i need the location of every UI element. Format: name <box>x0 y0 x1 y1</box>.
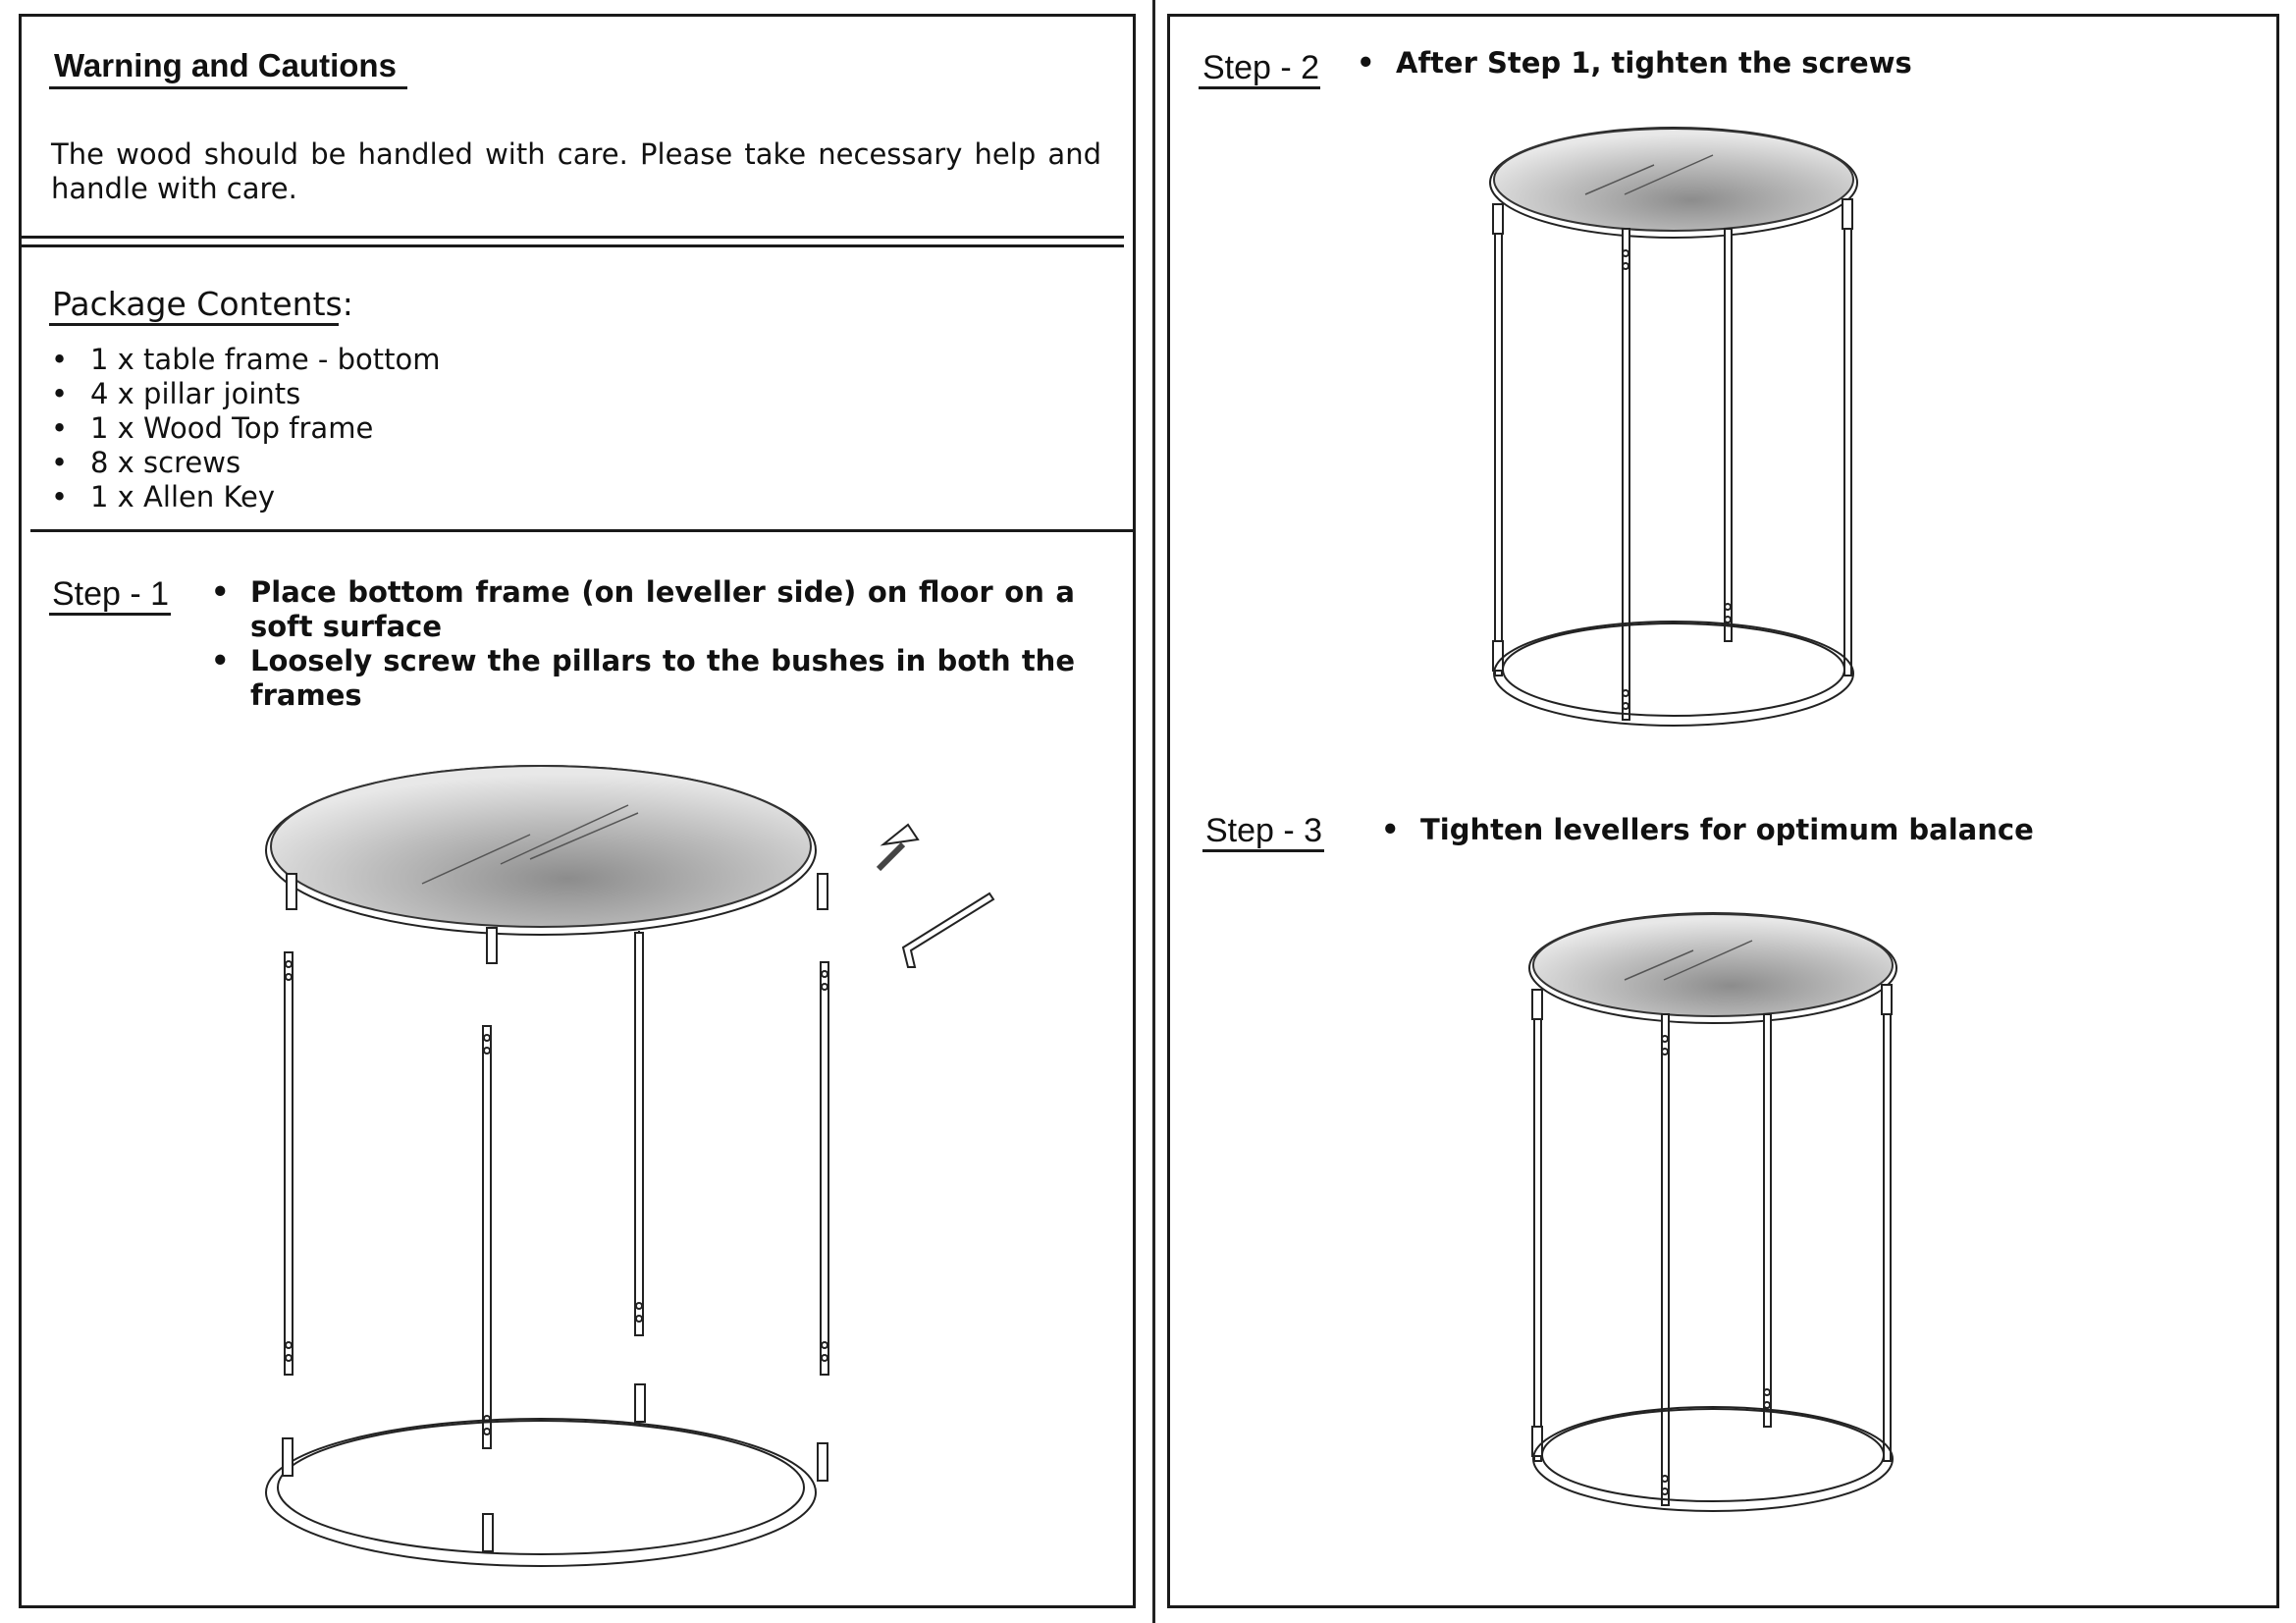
step1-label-underline <box>49 613 171 616</box>
step2-label-underline <box>1199 86 1320 89</box>
list-item: • 1 x Allen Key <box>51 480 738 514</box>
step2-instructions <box>1357 46 2240 81</box>
list-item: • Place bottom frame (on leveller side) on floor on a soft surface <box>211 575 1075 644</box>
list-item: • 1 x Wood Top frame <box>51 411 738 446</box>
step3-label: Step - 3 <box>1205 812 1323 849</box>
warning-title-underline <box>49 86 407 89</box>
warning-title: Warning and Cautions <box>54 47 397 83</box>
package-title-underline <box>49 323 339 326</box>
list-item: • Tighten levellers for optimum balance <box>1381 813 2245 847</box>
step1-label: Step - 1 <box>52 575 170 613</box>
package-title: Package Contents: <box>52 285 353 323</box>
list-item: • 8 x screws <box>51 446 738 480</box>
step2-assembled-table-illustration <box>1487 126 1860 744</box>
warning-divider-top <box>19 236 1124 239</box>
page-fold-divider <box>1152 0 1155 1623</box>
warning-text: The wood should be handled with care. Please take necessary help and handle with care. <box>51 137 1101 205</box>
list-item: • Loosely screw the pillars to the bushes in both the frames <box>211 644 1075 713</box>
warning-divider-bottom <box>19 244 1124 247</box>
step1-instructions <box>211 575 1075 713</box>
step2-label: Step - 2 <box>1202 49 1320 86</box>
step3-label-underline <box>1202 849 1324 852</box>
list-item: • After Step 1, tighten the screws <box>1357 46 2240 81</box>
list-item: • 4 x pillar joints <box>51 377 738 411</box>
package-list <box>51 343 738 514</box>
package-divider <box>30 529 1136 532</box>
step3-instructions <box>1381 813 2245 847</box>
step3-levelled-table-illustration <box>1526 911 1899 1530</box>
step1-exploded-table-illustration <box>265 756 1001 1581</box>
list-item: • 1 x table frame - bottom <box>51 343 738 377</box>
